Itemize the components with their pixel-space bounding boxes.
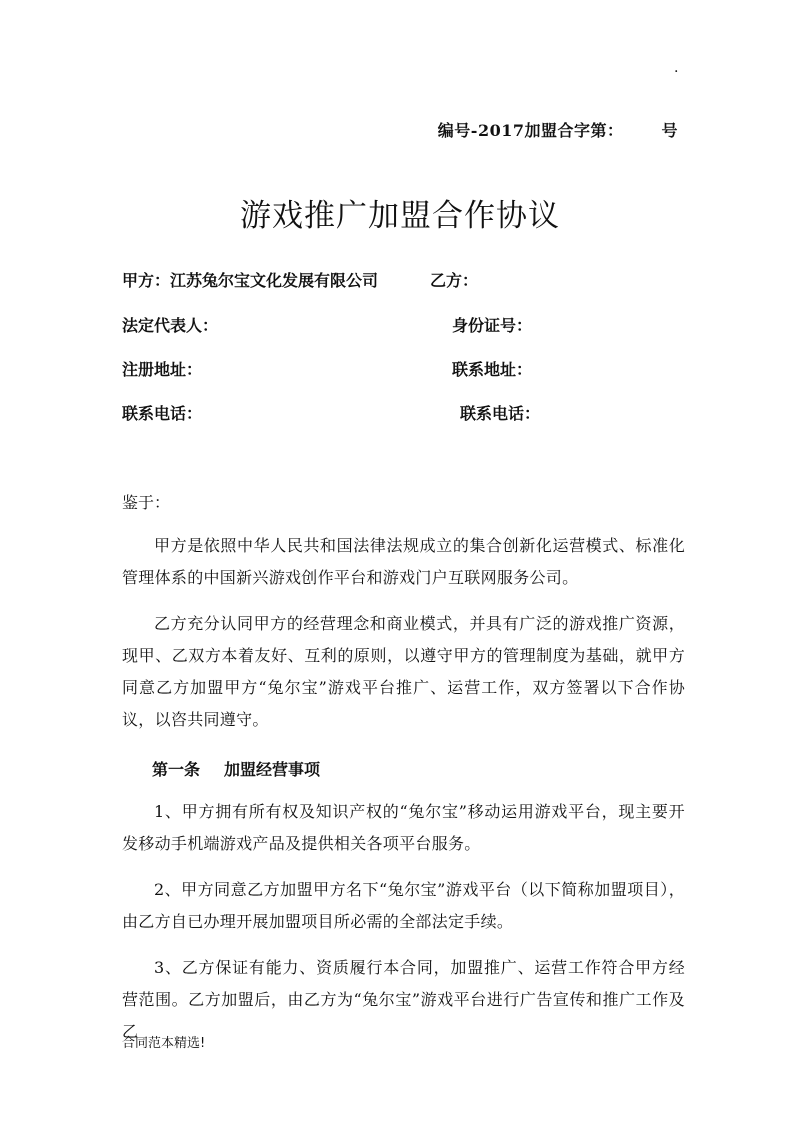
- preamble-paragraph-1: 甲方是依照中华人民共和国法律法规成立的集合创新化运营模式、标准化管理体系的中国新兴游戏创作平台和游戏门户互联网服务公司。: [122, 536, 685, 587]
- party-b-label: 乙方：: [430, 271, 479, 290]
- reg-address-label: 注册地址：: [122, 360, 203, 379]
- article-1-item-1: 1、甲方拥有所有权及知识产权的“兔尔宝”移动运用游戏平台，现主要开发移动手机端游戏产品及提供相关各项平台服务。: [122, 802, 685, 853]
- id-number-label: 身份证号：: [452, 316, 533, 335]
- article-1-number: 第一条: [152, 760, 201, 779]
- preamble-paragraph-2: 乙方充分认同甲方的经营理念和商业模式，并具有广泛的游戏推广资源，现甲、乙双方本着友好、互利的原则，以遵守甲方的管理制度为基础，就甲方同意乙方加盟甲方“兔尔宝”游戏平台推广、运营工作，双方签署以下合作协议，以咨共同遵守。: [122, 614, 685, 729]
- party-a-label: 甲方：江苏兔尔宝文化发展有限公司: [122, 271, 379, 290]
- phone-b-label: 联系电话：: [460, 404, 541, 423]
- article-1-item-3: 3、乙方保证有能力、资质履行本合同，加盟推广、运营工作符合甲方经营范围。乙方加盟后，由乙方为“兔尔宝”游戏平台进行广告宣传和推广工作及乙: [122, 958, 685, 1041]
- whereas-label: 鉴于：: [122, 493, 171, 512]
- page-dot: .: [674, 60, 679, 76]
- contact-address-label: 联系地址：: [452, 360, 533, 379]
- phone-a-label: 联系电话：: [122, 404, 203, 423]
- document-title: 游戏推广加盟合作协议: [240, 198, 560, 234]
- article-1-item-2: 2、甲方同意乙方加盟甲方名下“兔尔宝”游戏平台（以下简称加盟项目），由乙方自已办理开展加盟项目所必需的全部法定手续。: [122, 880, 685, 931]
- document-number-prefix: 编号-2017加盟合字第：: [437, 121, 624, 140]
- page-footer: 合同范本精选!: [122, 1036, 206, 1051]
- document-number: [438, 118, 678, 141]
- article-1-title: 加盟经营事项: [224, 760, 321, 779]
- document-number-suffix: 号: [661, 121, 678, 140]
- legal-rep-label: 法定代表人：: [122, 316, 219, 335]
- article-1-heading: [152, 757, 320, 780]
